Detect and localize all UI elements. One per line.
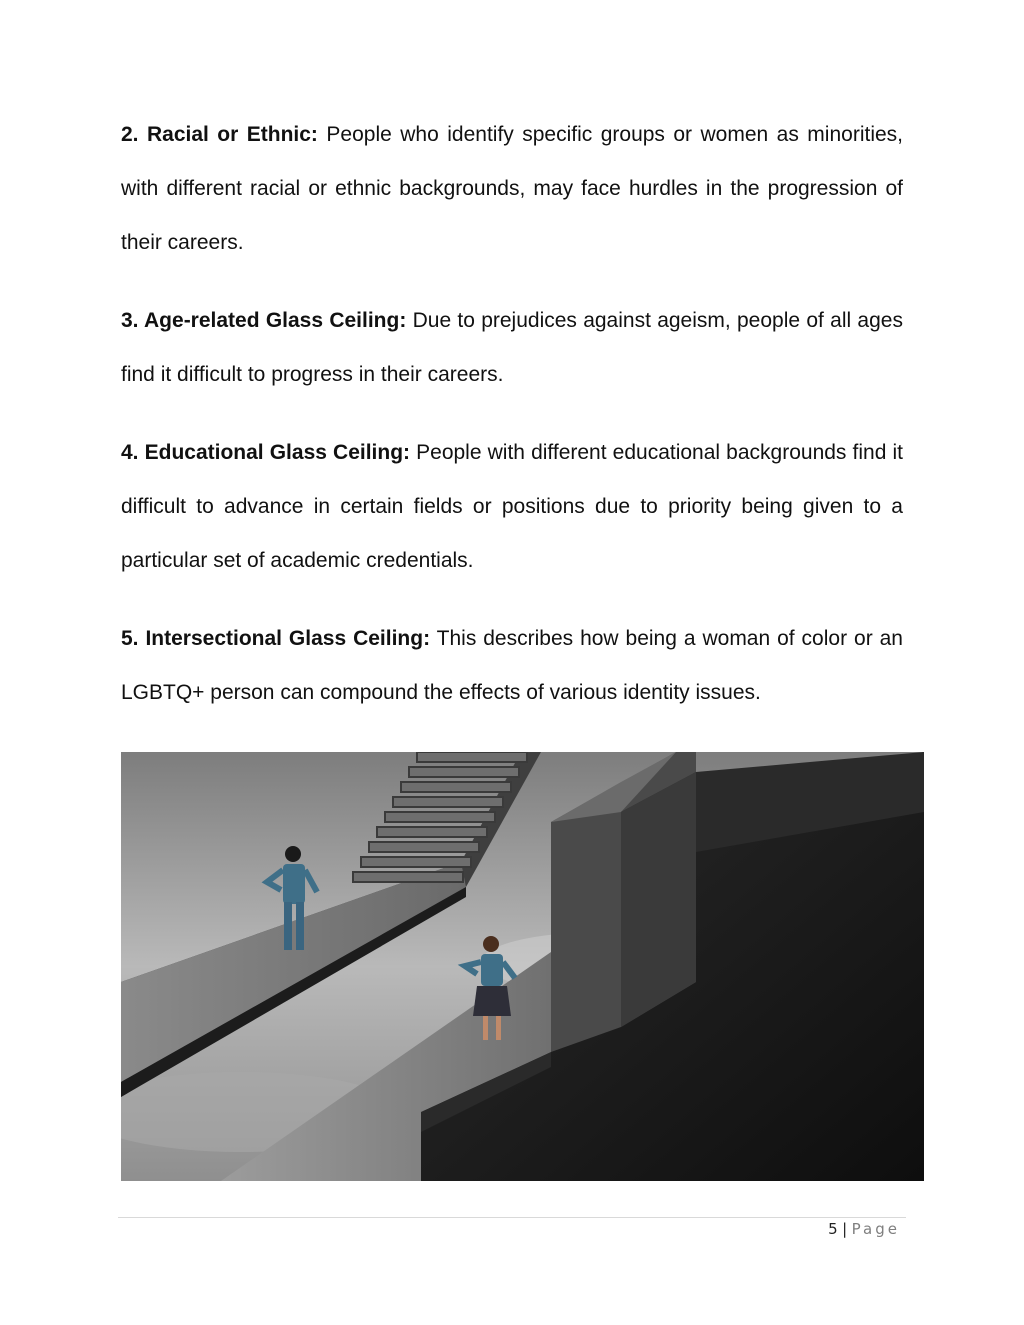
paragraph-educational <box>121 426 903 588</box>
paragraph-heading: 4. Educational Glass Ceiling: <box>121 441 411 464</box>
paragraph-racial-ethnic <box>121 108 903 270</box>
page-footer <box>828 1220 900 1238</box>
paragraph-heading: 3. Age-related Glass Ceiling: <box>121 309 407 332</box>
page-label: Page <box>851 1220 900 1238</box>
paragraph-age-related <box>121 294 903 402</box>
glass-ceiling-illustration <box>121 752 924 1181</box>
paragraph-text: Due to prejudices against ageism, people of all ages find it difficult to progress in their careers. <box>121 309 903 386</box>
footer-divider <box>118 1217 906 1218</box>
paragraph-text: People who identify specific groups or women as minorities, with different racial or ethnic backgrounds, may face hurdles in the progression of their careers. <box>121 123 903 254</box>
paragraph-text: This describes how being a woman of color or an LGBTQ+ person can compound the effects of various identity issues. <box>121 627 903 704</box>
paragraph-text: People with different educational backgrounds find it difficult to advance in certain fields or positions due to priority being given to a particular set of academic credentials. <box>121 441 903 572</box>
illustration-icon <box>121 752 924 1181</box>
paragraph-intersectional <box>121 612 903 720</box>
document-body <box>121 108 903 744</box>
footer-separator: | <box>842 1220 848 1238</box>
paragraph-heading: 2. Racial or Ethnic: <box>121 123 318 146</box>
paragraph-heading: 5. Intersectional Glass Ceiling: <box>121 627 431 650</box>
page-number: 5 <box>828 1220 839 1238</box>
